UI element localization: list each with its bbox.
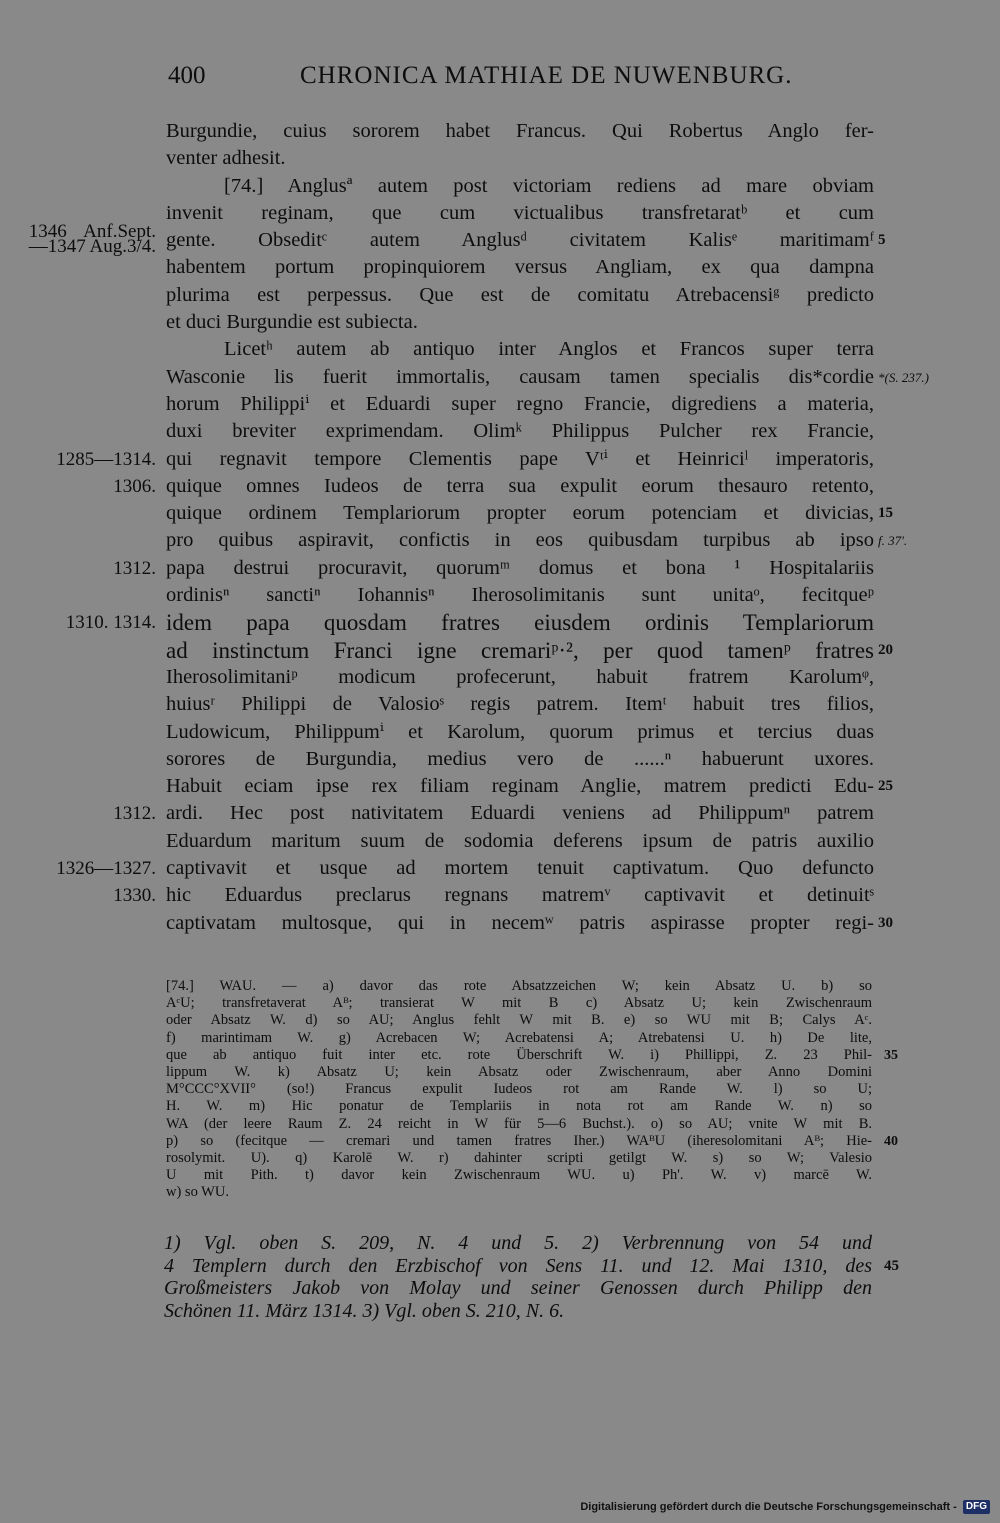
apparatus-line-content: U mit Pith. t) davor kein Zwischenraum WU. u) Ph'. W. v) marcē W. <box>166 1167 872 1184</box>
apparatus-line-content: lippum W. k) Absatz U; kein Absatz oder Zwischenraum, aber Anno Domini <box>166 1063 872 1080</box>
text-line <box>166 145 874 172</box>
text-line-content: Wasconie lis fuerit immortalis, causam tamen specialis dis*cordie <box>166 365 874 388</box>
margin-reference: 15 <box>878 505 893 522</box>
apparatus-line-content: [74.] WAU. — a) davor das rote Absatzzeichen W; kein Absatz U. b) so <box>166 978 872 994</box>
text-line <box>56 855 874 882</box>
apparatus-line-content: w) so WU. <box>166 1184 229 1201</box>
apparatus-line <box>166 1150 872 1167</box>
margin-reference: 5 <box>878 232 886 249</box>
apparatus-line-content: que ab antiquo fuit inter etc. rote Überschrift W. i) Phillippi, Z. 23 Phil- <box>166 1046 872 1063</box>
margin-date: 1310. 1314. <box>65 612 156 634</box>
text-line <box>166 336 874 363</box>
apparatus-line <box>166 978 872 995</box>
margin-reference: 25 <box>878 778 893 795</box>
apparatus-line <box>166 1046 898 1064</box>
margin-date: 1312. <box>113 803 156 825</box>
text-line-content: horum Philippiⁱ et Eduardi super regno Francie, digrediens a materia, <box>166 392 874 415</box>
footnote-line <box>164 1277 872 1300</box>
text-line <box>113 555 874 582</box>
text-line-content: [74.] Anglusª autem post victoriam rediens ad mare obviam <box>224 174 874 197</box>
footnote-line <box>164 1254 899 1278</box>
text-line-content: invenit reginam, que cum victualibus transfretaratᵇ et cum <box>166 201 874 224</box>
margin-date-end: —1347 Aug.3/4. <box>28 236 156 258</box>
footnote-line-content: Großmeisters Jakob von Molay und seiner Genossen durch Philipp den <box>164 1277 872 1299</box>
apparatus-line <box>166 1030 872 1047</box>
text-line-content: quique ordinem Templariorum propter eorum potenciam et divicias, <box>166 502 874 525</box>
margin-reference: *(S. 237.) <box>878 369 929 385</box>
text-line-content: captivatam multosque, qui in necemʷ patris aspirasse propter regi- <box>166 911 874 934</box>
margin-date: 1285—1314. <box>56 448 156 470</box>
text-line-content: hic Eduardus preclarus regnans matremᵛ captivavit et detinuitˢ <box>166 884 874 907</box>
text-line-content: huiusʳ Philippi de Valosioˢ regis patrem. Itemᵗ habuit tres filios, <box>166 693 874 716</box>
text-line <box>166 691 874 718</box>
text-line-content: Licetʰ autem ab antiquo inter Anglos et Francos super terra <box>224 338 874 361</box>
apparatus-line <box>166 1132 898 1150</box>
text-line-content: sorores de Burgundia, medius vero de ......ⁿ habuerunt uxores. <box>166 747 874 770</box>
text-line <box>166 364 929 391</box>
footnote-line <box>164 1232 872 1255</box>
running-header <box>168 62 878 96</box>
text-line <box>166 309 874 336</box>
text-line <box>166 200 874 227</box>
text-line <box>166 118 874 145</box>
text-line <box>166 910 893 937</box>
apparatus-line <box>166 1184 872 1201</box>
footnote-line-content: 4 Templern durch den Erzbischof von Sens 11. und 12. Mai 1310, des <box>164 1254 872 1277</box>
footnote-line-content: Schönen 11. März 1314. 3) Vgl. oben S. 210, N. 6. <box>164 1299 565 1322</box>
text-line-content: idem papa quosdam fratres eiusdem ordinis Templariorum <box>166 610 874 636</box>
margin-reference: 30 <box>878 914 893 931</box>
text-line <box>166 773 893 800</box>
margin-date: 1312. <box>113 557 156 579</box>
line-number: 45 <box>884 1257 899 1274</box>
apparatus-line <box>166 1167 872 1184</box>
text-line <box>65 609 874 636</box>
apparatus-line-content: M°CCC°XVII° (so!) Francus expulit Iudeos rot am Rande W. l) so U; <box>166 1081 872 1098</box>
text-line <box>166 828 874 855</box>
line-number: 35 <box>884 1047 898 1063</box>
text-line <box>166 719 874 746</box>
margin-reference: f. 37'. <box>878 533 908 549</box>
margin-date: 1326—1327. <box>56 858 156 880</box>
apparatus-line <box>166 995 872 1012</box>
credit-text: Digitalisierung gefördert durch die Deutsche Forschungsgemeinschaft - <box>580 1501 957 1513</box>
line-number: 40 <box>884 1133 898 1149</box>
apparatus-line-content: p) so (fecitque — cremari und tamen fratres Iher.) WAᴮU (iheresolomitani Aᴮ; Hie- <box>166 1132 872 1149</box>
text-line-content: qui regnavit tempore Clementis pape Vᵗⁱ et Heinriciˡ imperatoris, <box>166 447 874 470</box>
apparatus-line-content: oder Absatz W. d) so AU; Anglus fehlt W mit B. e) so WU mit B; Calys Aᶜ. <box>166 1012 872 1029</box>
text-line <box>166 282 874 309</box>
text-line-content: venter adhesit. <box>166 147 286 170</box>
text-line <box>166 418 874 445</box>
text-line <box>113 882 874 909</box>
text-line <box>166 527 908 554</box>
text-line-content: ardi. Hec post nativitatem Eduardi veniens ad Philippumⁿ patrem <box>166 802 874 825</box>
text-line <box>28 221 886 258</box>
digitization-credit <box>580 1499 990 1515</box>
apparatus-line <box>166 1098 872 1115</box>
main-text <box>28 118 929 937</box>
text-line <box>56 446 874 473</box>
text-line-content: duxi breviter exprimendam. Olimᵏ Philippus Pulcher rex Francie, <box>166 420 874 443</box>
apparatus-line <box>166 1116 872 1133</box>
text-line <box>166 500 893 527</box>
footnote-line-content: 1) Vgl. oben S. 209, N. 4 und 5. 2) Verbrennung von 54 und <box>164 1232 872 1254</box>
footnote-line <box>164 1300 872 1323</box>
text-line-content: Ludowicum, Philippumⁱ et Karolum, quorum primus et tercius duas <box>166 720 874 743</box>
critical-apparatus <box>166 978 898 1201</box>
text-line-content: captivavit et usque ad mortem tenuit captivatum. Quo defuncto <box>166 857 874 880</box>
text-line <box>166 637 893 664</box>
apparatus-line-content: f) marintimam W. g) Acrebacen W; Acrebatensi A; Atrebatensi U. h) De lite, <box>166 1029 872 1046</box>
text-line-content: pro quibus aspiravit, confictis in eos quibusdam turpibus ab ipso <box>166 529 874 552</box>
footnotes <box>164 1232 899 1322</box>
text-line-content: ordinisⁿ sanctiⁿ Iohannisⁿ Iherosolimitanis sunt unitaᵒ, fecitqueᵖ <box>166 584 874 607</box>
text-line-content: gente. Obseditᶜ autem Anglusᵈ civitatem Kalisᵉ maritimamᶠ <box>166 229 874 252</box>
margin-date: 1330. <box>113 885 156 907</box>
margin-date-start: 1346 Anf.Sept. <box>28 221 156 243</box>
text-line-content: quique omnes Iudeos de terra sua expulit eorum thesauro retento, <box>166 474 874 497</box>
margin-date <box>28 221 156 258</box>
text-line <box>166 582 874 609</box>
text-line <box>113 800 874 827</box>
text-line <box>166 746 874 773</box>
margin-reference: 20 <box>878 641 893 658</box>
apparatus-line-content: AᶜU; transfretaverat Aᴮ; transierat W mit B c) Absatz U; kein Zwischenraum <box>166 995 872 1012</box>
apparatus-line <box>166 1064 872 1081</box>
text-line <box>166 391 874 418</box>
text-line-content: ad instinctum Franci igne cremariᵖ·², per quod tamenᵖ fratres <box>166 637 874 663</box>
margin-date: 1306. <box>113 475 156 497</box>
page-title: CHRONICA MATHIAE DE NUWENBURG. <box>300 62 793 89</box>
text-line <box>166 664 874 691</box>
text-line-content: Iherosolimitaniᵖ modicum profecerunt, habuit fratrem Karolumᵠ, <box>166 665 874 688</box>
text-line-content: plurima est perpessus. Que est de comitatu Atrebacensiᵍ predicto <box>166 283 874 306</box>
apparatus-line <box>166 1012 872 1029</box>
page-number: 400 <box>168 62 206 89</box>
text-line-content: Eduardum maritum suum de sodomia deferens ipsum de patris auxilio <box>166 829 874 852</box>
dfg-logo: DFG <box>963 1500 990 1514</box>
text-line <box>166 254 874 281</box>
apparatus-line <box>166 1081 872 1098</box>
text-line-content: Habuit eciam ipse rex filiam reginam Anglie, matrem predicti Edu- <box>166 775 874 798</box>
text-line-content: papa destrui procuravit, quorumᵐ domus et bona ¹ Hospitalariis <box>166 556 874 579</box>
text-line-content: habentem portum propinquiorem versus Angliam, ex qua dampna <box>166 256 874 279</box>
apparatus-line-content: WA (der leere Raum Z. 24 reicht in W für 5—6 Buchst.). o) so AU; vnite W mit B. <box>166 1115 872 1132</box>
text-line <box>166 173 874 200</box>
text-line-content: Burgundie, cuius sororem habet Francus. Qui Robertus Anglo fer- <box>166 120 874 142</box>
apparatus-line-content: H. W. m) Hic ponatur de Templariis in nota rot am Rande W. n) so <box>166 1098 872 1115</box>
apparatus-line-content: rosolymit. U). q) Karolē W. r) dahinter scripti getilgt W. s) so W; Valesio <box>166 1149 872 1166</box>
text-line <box>113 473 874 500</box>
text-line-content: et duci Burgundie est subiecta. <box>166 311 418 334</box>
